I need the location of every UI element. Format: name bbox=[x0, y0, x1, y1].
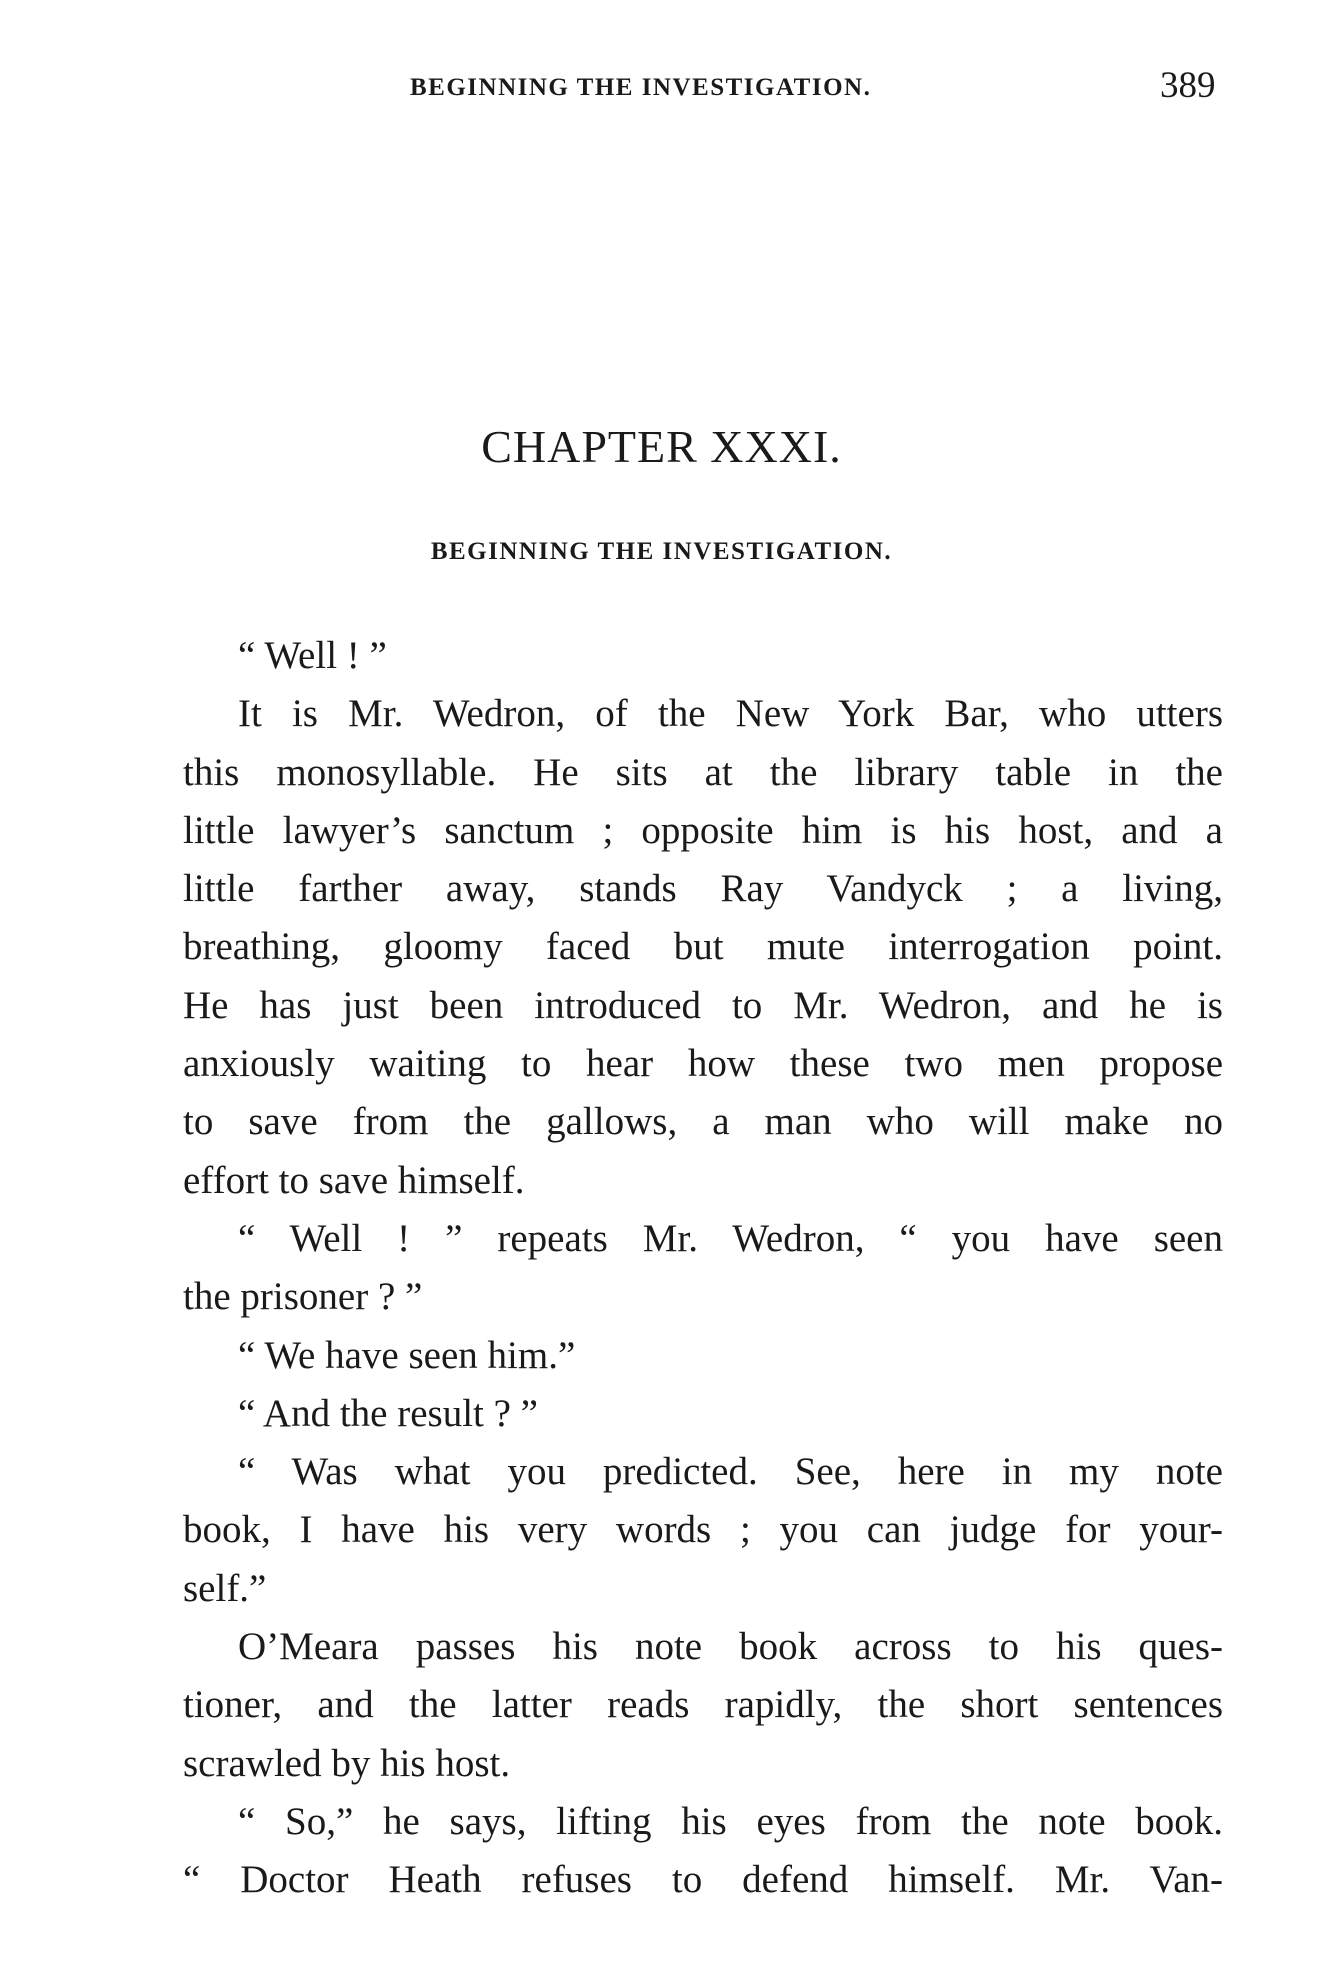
text-line: to save from the gallows, a man who will make no bbox=[183, 1100, 1223, 1144]
body-text bbox=[183, 627, 1223, 1910]
text-line: tioner, and the latter reads rapidly, the short sentences bbox=[183, 1683, 1223, 1727]
text-line: “ Well ! ” repeats Mr. Wedron, “ you have seen bbox=[238, 1216, 1223, 1260]
text-line: little lawyer’s sanctum ; opposite him is his host, and a bbox=[183, 808, 1223, 852]
text-line: the prisoner ? ” bbox=[183, 1275, 423, 1319]
text-line: effort to save himself. bbox=[183, 1158, 525, 1202]
text-line: “ Doctor Heath refuses to defend himself. Mr. Van- bbox=[183, 1858, 1223, 1902]
chapter-title: BEGINNING THE INVESTIGATION. bbox=[430, 538, 893, 565]
text-line: O’Meara passes his note book across to his ques- bbox=[238, 1625, 1223, 1669]
text-line: breathing, gloomy faced but mute interrogation point. bbox=[183, 925, 1223, 969]
text-line: self.” bbox=[183, 1566, 267, 1610]
text-line: little farther away, stands Ray Vandyck ; a living, bbox=[183, 867, 1223, 911]
text-line: “ We have seen him.” bbox=[238, 1333, 576, 1377]
running-head bbox=[0, 64, 1323, 114]
text-line: He has just been introduced to Mr. Wedron, and he is bbox=[183, 983, 1223, 1027]
text-line: “ Was what you predicted. See, here in my note bbox=[238, 1450, 1223, 1494]
text-line: It is Mr. Wedron, of the New York Bar, who utters bbox=[238, 692, 1223, 736]
text-line: “ And the result ? ” bbox=[238, 1391, 538, 1435]
text-line: “ Well ! ” bbox=[238, 634, 387, 677]
text-line: scrawled by his host. bbox=[183, 1741, 511, 1785]
running-title: BEGINNING THE INVESTIGATION. bbox=[410, 74, 872, 101]
text-line: “ So,” he says, lifting his eyes from the note book. bbox=[238, 1799, 1223, 1843]
page-number: 389 bbox=[1160, 65, 1216, 106]
chapter-number: CHAPTER XXXI. bbox=[481, 421, 842, 472]
text-line: book, I have his very words ; you can judge for your- bbox=[183, 1508, 1223, 1552]
text-line: anxiously waiting to hear how these two men propose bbox=[183, 1042, 1223, 1086]
text-line: this monosyllable. He sits at the library table in the bbox=[183, 750, 1223, 794]
